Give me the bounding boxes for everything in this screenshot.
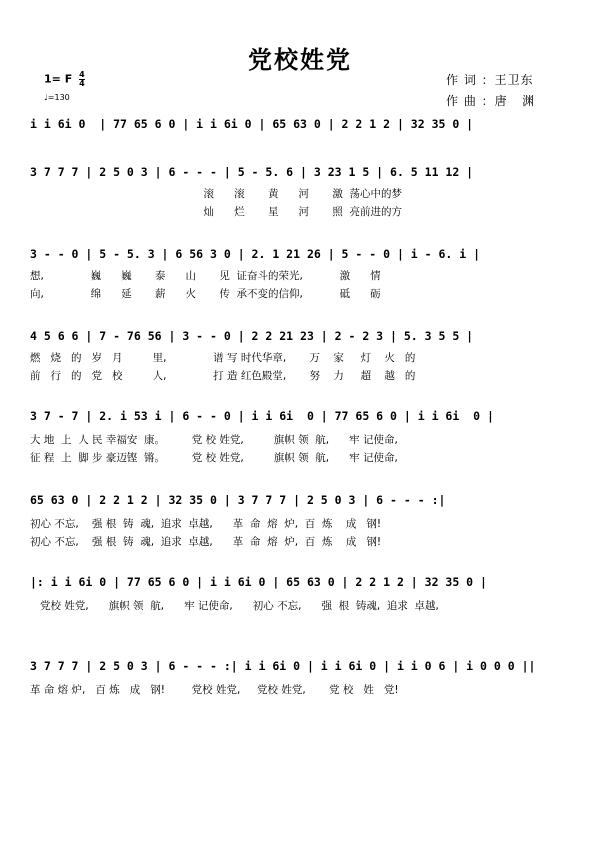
notation-line-3: 3 - - 0 | 5 - 5. 3 | 6 56 3 0 | 2. 1 21 26 | 5 - - 0 | i - 6. i |: [30, 247, 481, 261]
lyric-line-5b: 征 程 上 脚 步 豪迈铿 锵。 党 校 姓党, 旗帜 领 航, 牢 记使命,: [30, 452, 398, 464]
lyric-line-2a: 滚 滚 黄 河 激 荡心中的梦: [30, 188, 403, 200]
lyric-line-4b: 前 行 的 党 校 人, 打 造 红色殿堂, 努 力 超 越 的: [30, 370, 416, 382]
lyric-line-5a: 大 地 上 人 民 幸福安 康。 党 校 姓党, 旗帜 领 航, 牢 记使命,: [30, 434, 398, 446]
page-title: 党校姓党: [248, 46, 352, 74]
notation-line-4: 4 5 6 6 | 7 - 76 56 | 3 - - 0 | 2 2 21 23 | 2 - 2 3 | 5. 3 5 5 |: [30, 329, 474, 343]
lyric-line-2b: 灿 烂 星 河 照 亮前进的方: [30, 206, 403, 218]
key-label: 1= F: [44, 72, 73, 86]
notation-line-1: i i 6i 0 | 77 65 6 0 | i i 6i 0 | 65 63 0 | 2 2 1 2 | 32 35 0 |: [30, 117, 474, 131]
tempo-marking: ♩=130: [44, 93, 70, 102]
notation-line-6: 65 63 0 | 2 2 1 2 | 32 35 0 | 3 7 7 7 | 2 5 0 3 | 6 - - - :|: [30, 493, 446, 507]
lyricist-credit: 作 词 ：王卫东: [446, 73, 534, 87]
key-signature: [44, 71, 85, 88]
time-signature: [79, 71, 85, 88]
credits: [446, 70, 535, 112]
notation-line-5: 3 7 - 7 | 2. i 53 i | 6 - - 0 | i i 6i 0 | 77 65 6 0 | i i 6i 0 |: [30, 409, 494, 423]
lyric-line-4a: 燃 烧 的 岁 月 里, 谱 写 时代华章, 万 家 灯 火 的: [30, 352, 416, 364]
notation-line-7: |: i i 6i 0 | 77 65 6 0 | i i 6i 0 | 65 63 0 | 2 2 1 2 | 32 35 0 |: [30, 575, 487, 589]
lyric-line-8a: 革 命 熔 炉, 百 炼 成 钢! 党校 姓党, 党校 姓党, 党 校 姓 党!: [30, 684, 399, 696]
notation-line-8: 3 7 7 7 | 2 5 0 3 | 6 - - - :| i i 6i 0 | i i 6i 0 | i i 0 6 | i 0 0 0 ||: [30, 659, 536, 673]
lyric-line-6a: 初心 不忘, 强 根 铸 魂, 追求 卓越, 革 命 熔 炉, 百 炼 成 钢!: [30, 518, 382, 530]
lyric-line-7a: 党校 姓党, 旗帜 领 航, 牢 记使命, 初心 不忘, 强 根 铸魂, 追求 卓越,: [30, 600, 439, 612]
lyric-line-6b: 初心 不忘, 强 根 铸 魂, 追求 卓越, 革 命 熔 炉, 百 炼 成 钢!: [30, 536, 382, 548]
meter-top: 4: [79, 70, 85, 79]
notation-line-2: 3 7 7 7 | 2 5 0 3 | 6 - - - | 5 - 5. 6 | 3 23 1 5 | 6. 5 11 12 |: [30, 165, 474, 179]
composer-credit: 作 曲 ：唐 渊: [446, 94, 536, 108]
lyric-line-3b: 向, 绵 延 薪 火 传 承不变的信仰, 砥 砺: [30, 288, 381, 300]
lyric-line-3a: 想, 巍 巍 泰 山 见 证奋斗的荣光, 激 情: [30, 270, 381, 282]
meter-bottom: 4: [79, 79, 85, 88]
